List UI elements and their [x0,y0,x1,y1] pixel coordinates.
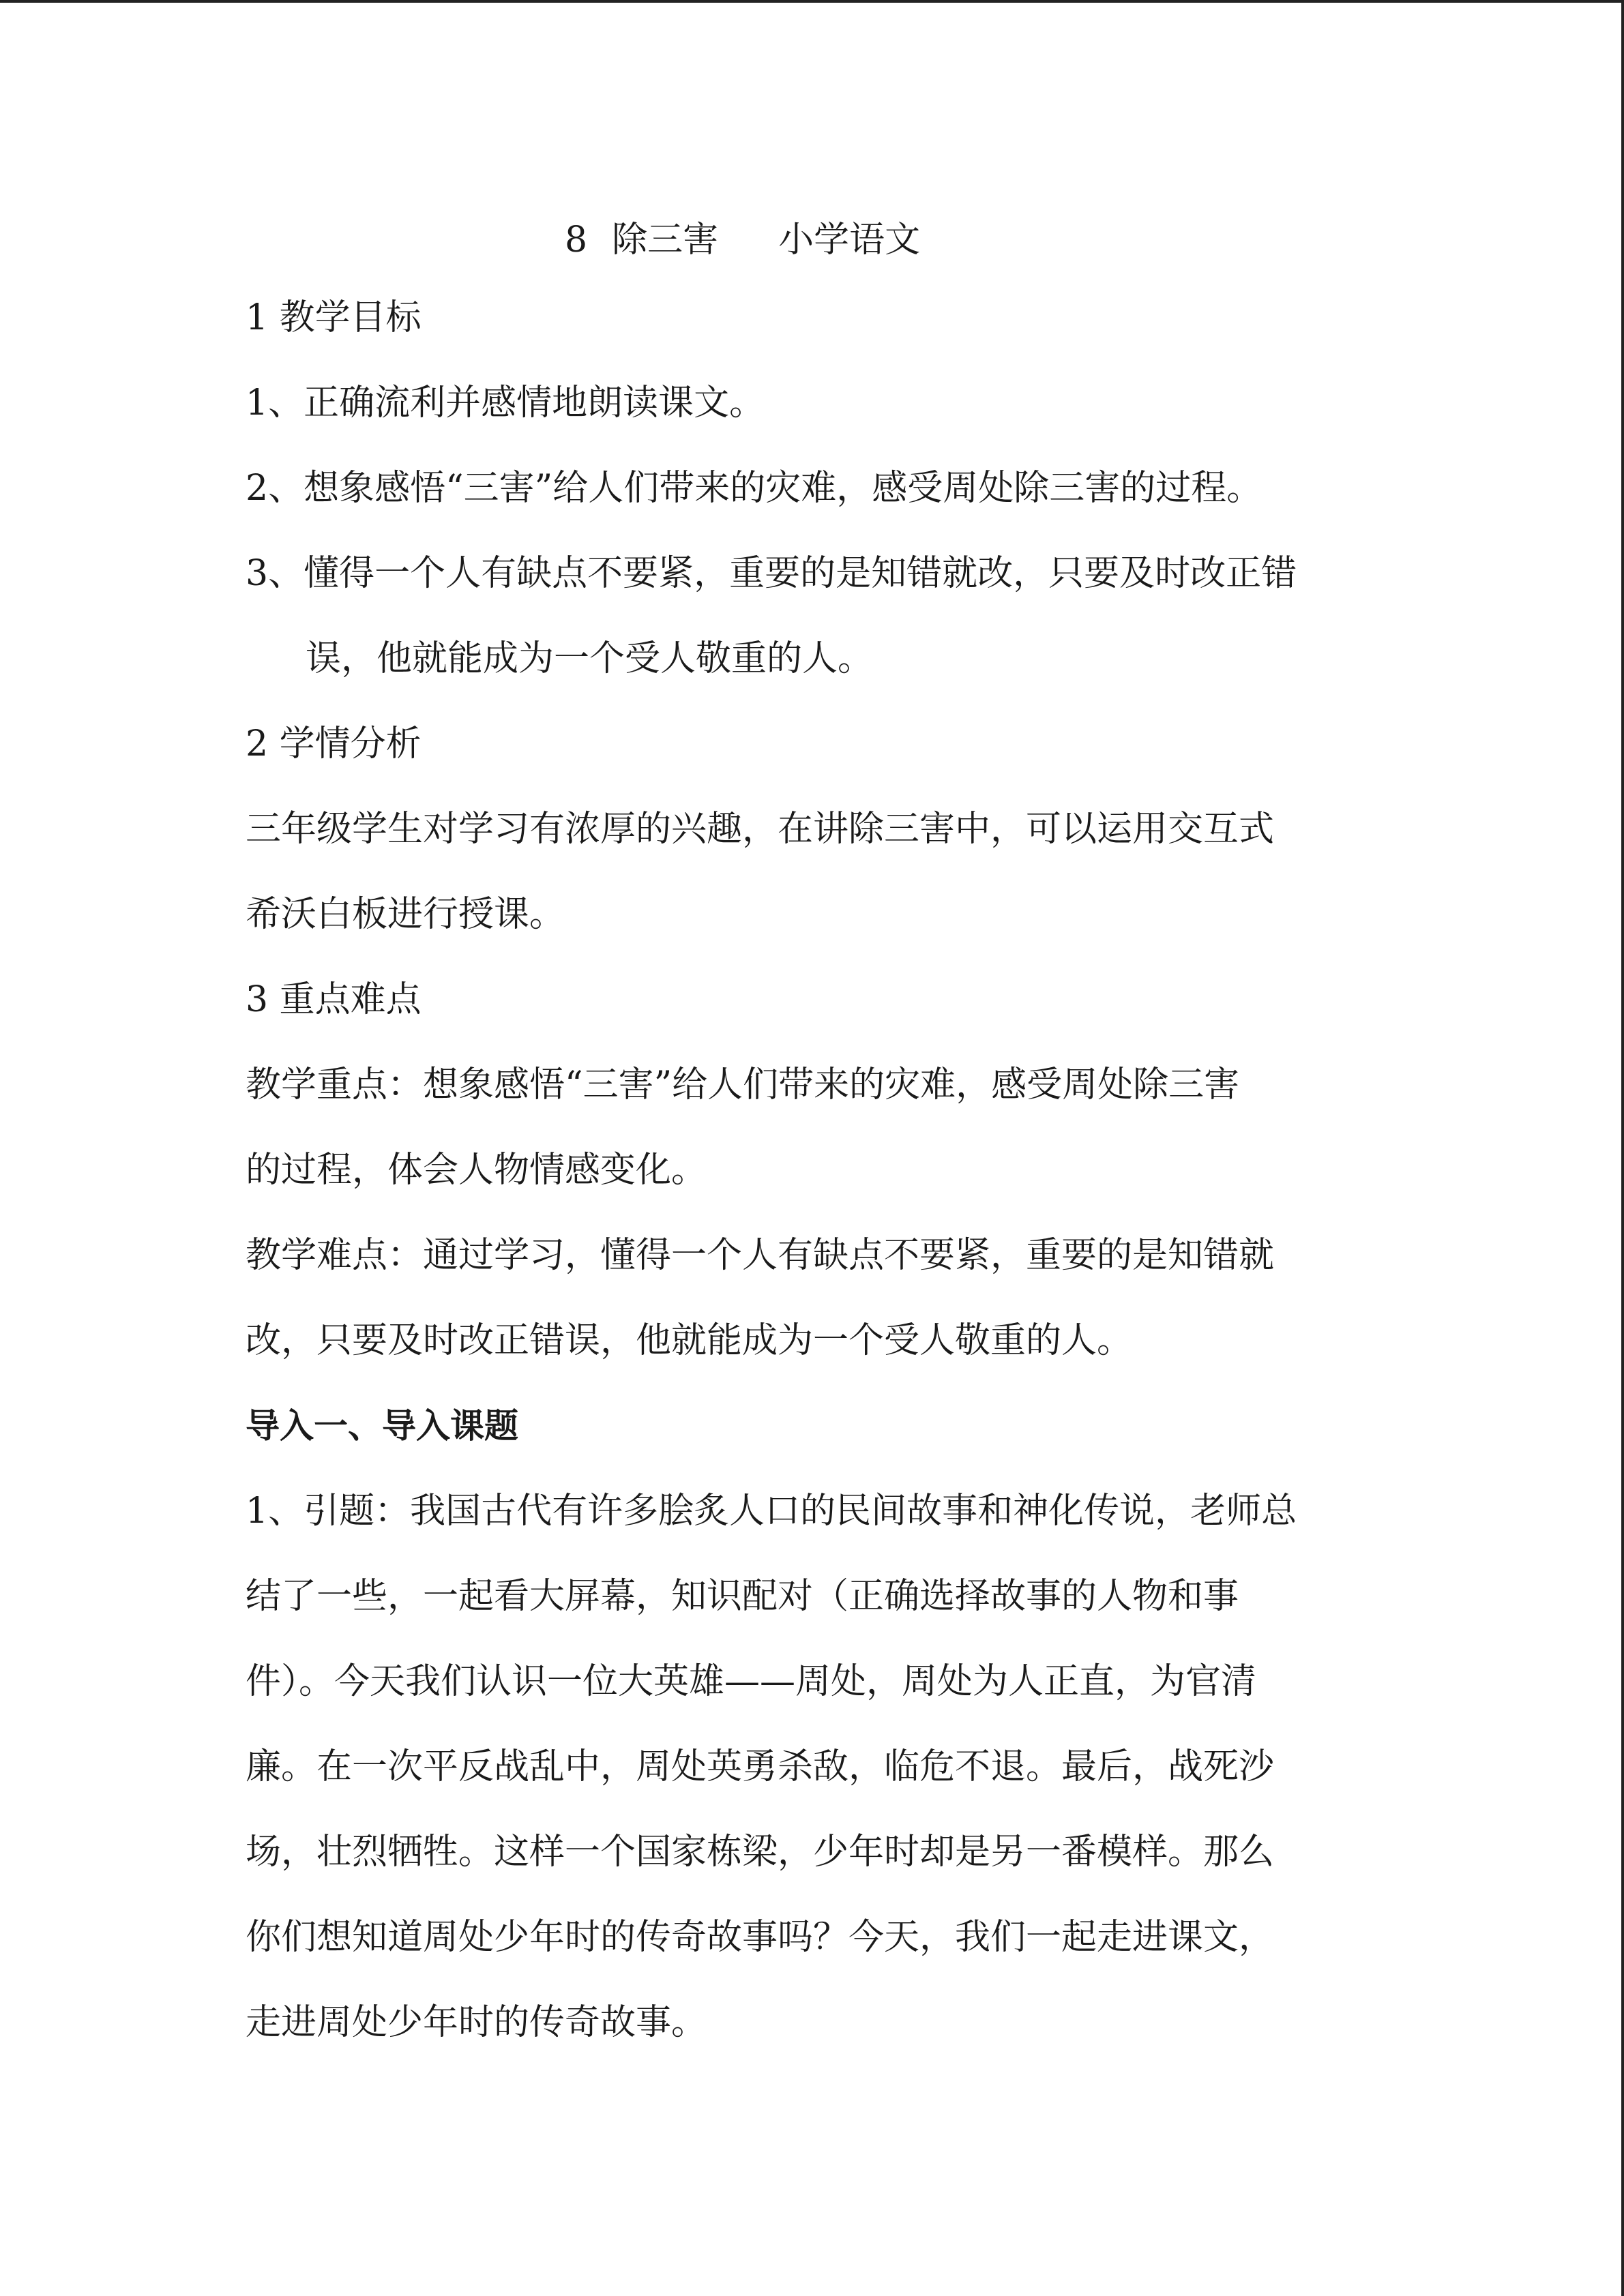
section-heading-teaching-goals: 1 教学目标 [246,297,422,338]
introduction-text-line-6: 你们想知道周处少年时的传奇故事吗？今天，我们一起走进课文， [246,1917,1275,1958]
section-heading-introduction: 导入一、导入课题 [246,1406,518,1446]
introduction-text-line-1: 1、引题：我国古代有许多脍炙人口的民间故事和神化传说，老师总 [246,1491,1297,1532]
introduction-text-line-5: 场，壮烈牺牲。这样一个国家栋梁，少年时却是另一番模样。那么 [246,1832,1275,1873]
document-page [246,205,1391,2066]
subject-name: 小学语文 [778,220,921,260]
key-point-text-line-2: 的过程，体会人物情感变化。 [246,1150,707,1191]
difficult-point-text-line-1: 教学难点：通过学习，懂得一个人有缺点不要紧，重要的是知错就 [246,1235,1275,1276]
top-border-line [0,0,1624,3]
section-heading-student-analysis: 2 学情分析 [246,724,422,764]
lesson-name: 除三害 [612,220,719,260]
student-analysis-text-line-2: 希沃白板进行授课。 [246,894,565,935]
goal-item-2: 2、想象感悟“三害”给人们带来的灾难，感受周处除三害的过程。 [246,468,1263,509]
introduction-text-line-2: 结了一些，一起看大屏幕，知识配对（正确选择故事的人物和事 [246,1576,1239,1617]
section-heading-key-points: 3 重点难点 [246,979,422,1020]
lesson-number: 8 [565,220,588,260]
difficult-point-text-line-2: 改，只要及时改正错误，他就能成为一个受人敬重的人。 [246,1320,1133,1361]
goal-item-3-continued: 误，他就能成为一个受人敬重的人。 [306,638,874,679]
key-point-text-line-1: 教学重点：想象感悟“三害”给人们带来的灾难，感受周处除三害 [246,1064,1240,1105]
goal-item-3: 3、懂得一个人有缺点不要紧，重要的是知错就改，只要及时改正错 [246,553,1297,594]
right-border-line [1621,0,1624,2296]
introduction-text-line-7: 走进周处少年时的传奇故事。 [246,2002,707,2043]
goal-item-1: 1、正确流利并感情地朗读课文。 [246,383,765,423]
introduction-text-line-3: 件）。今天我们认识一位大英雄——周处，周处为人正直，为官清 [246,1661,1257,1702]
introduction-text-line-4: 廉。在一次平反战乱中，周处英勇杀敌，临危不退。最后，战死沙 [246,1746,1275,1787]
document-title [246,205,1391,275]
student-analysis-text-line-1: 三年级学生对学习有浓厚的兴趣，在讲除三害中，可以运用交互式 [246,809,1275,850]
